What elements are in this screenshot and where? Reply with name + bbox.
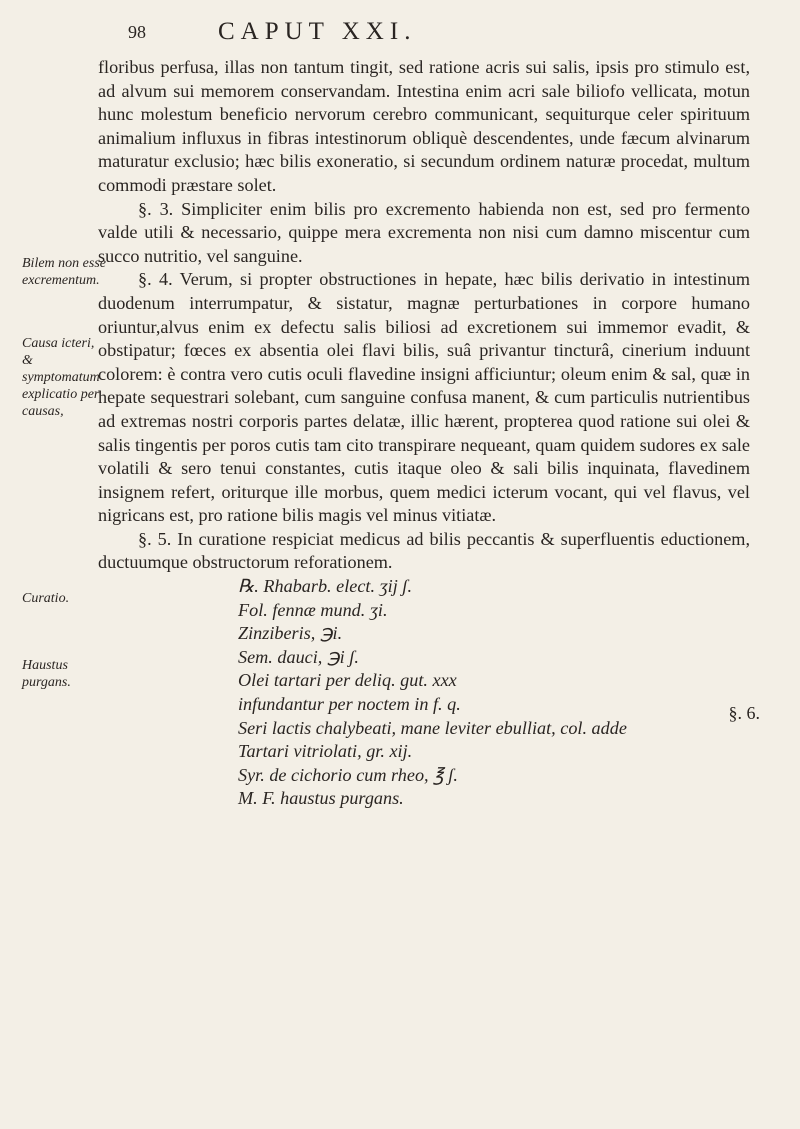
paragraph: §. 5. In curatione respiciat medicus ad bilis peccantis & superfluentis eductionem, ductuumque obstructorum reforationem.	[98, 528, 750, 573]
margin-note: Haustus purgans.	[22, 658, 71, 690]
recipe-line: infundantur per noctem in f. q.	[238, 694, 461, 715]
recipe-line: Syr. de cichorio cum rheo, ℥ ʃ.	[238, 764, 458, 785]
recipe-line: Fol. fennæ mund. ʒi.	[238, 599, 388, 620]
page-header	[128, 12, 668, 46]
main-text	[98, 56, 750, 811]
paragraph: §. 3. Simpliciter enim bilis pro excremento habienda non est, sed pro fermento valde utili & necessario, quippe mera excrementa non nisi cum damno miscentur cum succo nutritio, vel sanguine.	[98, 198, 750, 266]
running-head: CAPUT XXI.	[218, 18, 417, 45]
recipe-line: Seri lactis chalybeati, mane leviter ebulliat, col. adde	[238, 717, 627, 738]
margin-note: Causa icteri, & symptomatum explicatio per causas,	[22, 336, 100, 419]
recipe-line: Sem. dauci, ℈i ʃ.	[238, 646, 359, 667]
recipe-line: Olei tartari per deliq. gut. xxx	[238, 670, 457, 691]
recipe	[98, 575, 750, 811]
margin-note: Bilem non esse excrementum.	[22, 256, 106, 288]
paragraph: floribus perfusa, illas non tantum tingit, sed ratione acris sui salis, ipsis pro stimulo est, ad alvum sui memorem conservandam. Intestina enim acri sale biliofo vellicata, motun hunc molestum beneficio nervorum cerebro communicant, sequiturque celer spirituum animalium influxus in fibras intestinorum obliquè descendentes, unde fæcum alvinarum maturatur exclusio; hæc bilis exoneratio, si secundum ordinem naturæ procedat, multum commodi præstare solet.	[98, 57, 750, 195]
recipe-line: Zinziberis, ℈i.	[238, 623, 343, 644]
paragraph: §. 4. Verum, si propter obstructiones in hepate, hæc bilis derivatio in intestinum duodenum interrumpatur, & sistatur, magnæ perturbationes in corpore humano oriuntur,alvus enim ex defectu salis biliosi ad excretionem sui immemor evadit, & obstipatur; fœces ex absentia olei flavi bilis, suâ privantur tincturâ, cinerium induunt colorem: è contra vero cutis oculi flavedine insigni afficiuntur; oleum enim & sal, quæ in hepate sequestrari solebant, cum sanguine confusa manent, & cum particulis nutrientibus ad extremas nostri corporis partes delatæ, illic hærent, propterea quod ratione sui olei & salis tingentis per poros cutis tam cito transpirare nequeant, quam quidem sudores ex sale volatili & sero tenui constantes, cutis itaque oleo & sali bilis inquinata, flavedinem insignem refert, oriturque ille morbus, quem medici icterum vocant, qui vel flavus, vel nigricans est, pro ratione bilis magis vel minus vitiatæ.	[98, 269, 750, 526]
recipe-line: M. F. haustus purgans.	[238, 788, 404, 809]
next-section-catchword: §. 6.	[728, 703, 760, 723]
page-number: 98	[128, 22, 146, 42]
recipe-line: Tartari vitriolati, gr. xij.	[238, 741, 413, 762]
margin-note: Curatio.	[22, 591, 70, 606]
recipe-line: ℞. Rhabarb. elect. ʒij ʃ.	[238, 576, 413, 597]
